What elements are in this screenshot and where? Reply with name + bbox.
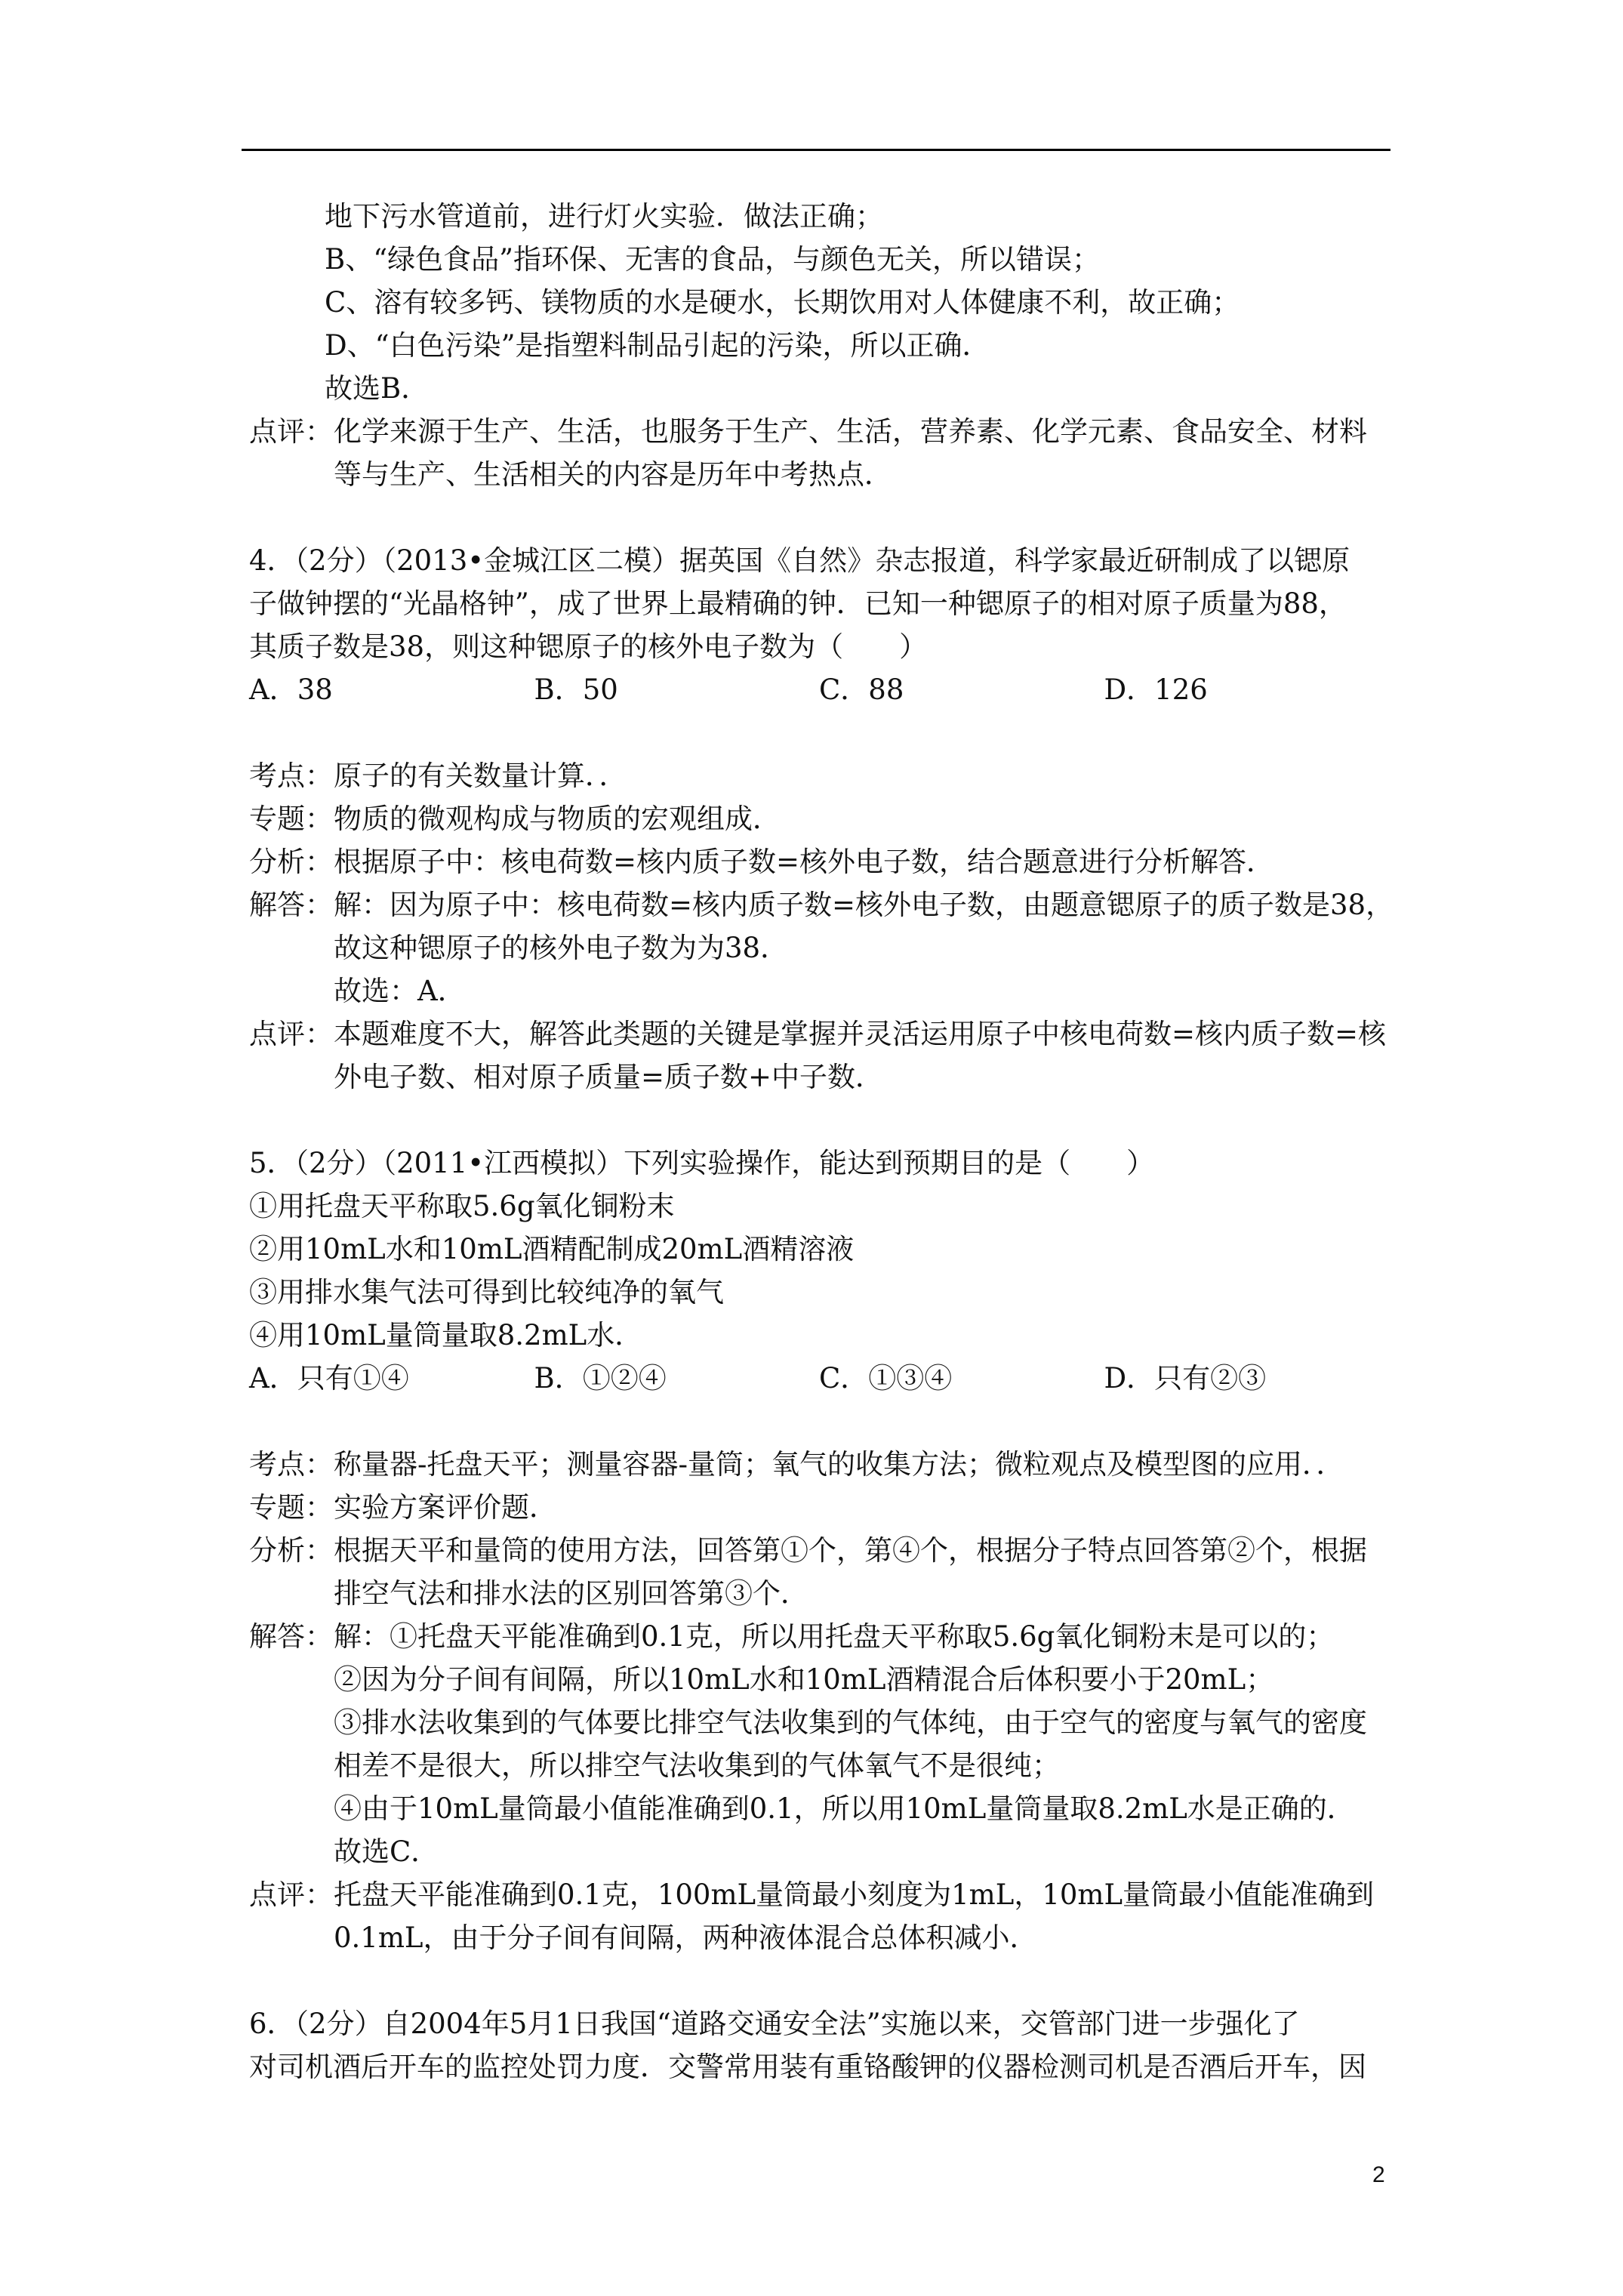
text-line: 0.1mL，由于分子间有间隔，两种液体混合总体积减小． — [334, 1922, 1038, 1954]
option-d: D．126 — [1104, 673, 1208, 706]
text-line: 等与生产、生活相关的内容是历年中考热点． — [334, 458, 892, 491]
answer-options — [249, 668, 1389, 711]
question-5 — [249, 1142, 1389, 1959]
fenxi-row — [249, 1529, 1389, 1615]
kaodian-text: 原子的有关数量计算．． — [334, 760, 627, 792]
fenxi-text: 根据原子中：核电荷数=核内质子数=核外电子数，结合题意进行分析解答． — [334, 846, 1275, 878]
dianping-label: 点评： — [249, 1878, 333, 1911]
text-line: D、“白色污染”是指塑料制品引起的污染，所以正确． — [325, 329, 990, 362]
option-c: C．88 — [819, 673, 904, 706]
text-line: 托盘天平能准确到0.1克，100mL量筒最小刻度为1mL，10mL量筒最小值能准确到 — [334, 1878, 1375, 1911]
text-line: 地下污水管道前，进行灯火实验．做法正确； — [325, 200, 883, 233]
option-a: A．只有①④ — [249, 1362, 409, 1395]
option-b: B．50 — [534, 673, 618, 706]
q3-comment — [249, 410, 1389, 496]
statement-item: ③用排水集气法可得到比较纯净的氧气 — [249, 1276, 724, 1308]
option-a: A．38 — [249, 673, 333, 706]
text-line: 相差不是很大，所以排空气法收集到的气体氧气不是很纯； — [334, 1749, 1060, 1782]
kaodian-row — [249, 1443, 1389, 1486]
fenxi-label: 分析： — [249, 1534, 333, 1567]
question-stem-line: 对司机酒后开车的监控处罚力度．交警常用装有重铬酸钾的仪器检测司机是否酒后开车，因 — [249, 2051, 1366, 2083]
question-stem-line: 5．（2分）（2011•江西模拟）下列实验操作，能达到预期目的是（ ） — [249, 1147, 1155, 1179]
document-body — [249, 195, 1394, 2088]
comment-label: 点评： — [249, 415, 333, 448]
kaodian-label: 考点： — [249, 760, 333, 792]
text-line: 故选：A． — [334, 975, 466, 1007]
question-stem-line: 6．（2分）自2004年5月1日我国“道路交通安全法”实施以来，交管部门进一步强化了 — [249, 2008, 1300, 2040]
question-stem-line: 4．（2分）（2013•金城江区二模）据英国《自然》杂志报道，科学家最近研制成了以锶原 — [249, 544, 1350, 577]
jieda-row — [249, 1615, 1389, 1873]
header-rule — [242, 149, 1390, 151]
statement-item: ①用托盘天平称取5.6g氧化铜粉末 — [249, 1190, 675, 1222]
statement-item: ②用10mL水和10mL酒精配制成20mL酒精溶液 — [249, 1233, 855, 1265]
text-line: 根据天平和量筒的使用方法，回答第①个，第④个，根据分子特点回答第②个，根据 — [334, 1534, 1367, 1567]
question-stem-line: 子做钟摆的“光晶格钟”，成了世界上最精确的钟．已知一种锶原子的相对原子质量为88， — [249, 587, 1347, 620]
text-line: 故这种锶原子的核外电子数为为38． — [334, 932, 789, 964]
option-b: B．①②④ — [534, 1362, 667, 1395]
text-line: 化学来源于生产、生活，也服务于生产、生活，营养素、化学元素、食品安全、材料 — [334, 415, 1367, 448]
text-line: 解：因为原子中：核电荷数=核内质子数=核外电子数，由题意锶原子的质子数是38， — [334, 889, 1394, 921]
fenxi-row — [249, 840, 1389, 883]
zhuanti-row — [249, 1486, 1389, 1529]
answer-options — [249, 1357, 1389, 1400]
jieda-label: 解答： — [249, 889, 333, 921]
zhuanti-row — [249, 797, 1389, 840]
fenxi-label: 分析： — [249, 846, 333, 878]
text-line: C、溶有较多钙、镁物质的水是硬水，长期饮用对人体健康不利，故正确； — [325, 286, 1240, 319]
kaodian-text: 称量器-托盘天平；测量容器-量筒；氧气的收集方法；微粒观点及模型图的应用．． — [334, 1448, 1344, 1481]
jieda-row — [249, 883, 1394, 1012]
jieda-label: 解答： — [249, 1620, 333, 1653]
text-line: 外电子数、相对原子质量=质子数+中子数． — [334, 1061, 884, 1093]
text-line: ②因为分子间有间隔，所以10mL水和10mL酒精混合后体积要小于20mL； — [334, 1663, 1274, 1696]
page-number: 2 — [1372, 2162, 1385, 2187]
question-stem-line: 其质子数是38，则这种锶原子的核外电子数为（ ） — [249, 630, 928, 663]
text-line: B、“绿色食品”指环保、无害的食品，与颜色无关，所以错误； — [325, 243, 1101, 276]
question-4 — [249, 539, 1394, 1099]
kaodian-label: 考点： — [249, 1448, 333, 1481]
zhuanti-label: 专题： — [249, 803, 333, 835]
text-line: 解：①托盘天平能准确到0.1克，所以用托盘天平称取5.6g氧化铜粉末是可以的； — [334, 1620, 1335, 1653]
dianping-label: 点评： — [249, 1018, 333, 1050]
zhuanti-text: 物质的微观构成与物质的宏观组成． — [334, 803, 781, 835]
question-6 — [249, 2002, 1389, 2088]
option-c: C．①③④ — [819, 1362, 953, 1395]
zhuanti-label: 专题： — [249, 1491, 333, 1524]
text-line: ③排水法收集到的气体要比排空气法收集到的气体纯，由于空气的密度与氧气的密度 — [334, 1706, 1367, 1739]
dianping-row — [249, 1873, 1389, 1959]
text-line: ④由于10mL量筒最小值能准确到0.1，所以用10mL量筒量取8.2mL水是正确的． — [334, 1792, 1355, 1825]
dianping-row — [249, 1012, 1389, 1099]
statement-item: ④用10mL量筒量取8.2mL水． — [249, 1319, 643, 1351]
text-line: 故选B． — [325, 372, 430, 405]
text-line: 故选C． — [334, 1835, 439, 1868]
q3-answer-tail — [249, 195, 1389, 410]
kaodian-row — [249, 754, 1389, 797]
text-line: 排空气法和排水法的区别回答第③个． — [334, 1577, 808, 1610]
zhuanti-text: 实验方案评价题． — [334, 1491, 557, 1524]
option-d: D．只有②③ — [1104, 1362, 1267, 1395]
text-line: 本题难度不大，解答此类题的关键是掌握并灵活运用原子中核电荷数=核内质子数=核 — [334, 1018, 1387, 1050]
